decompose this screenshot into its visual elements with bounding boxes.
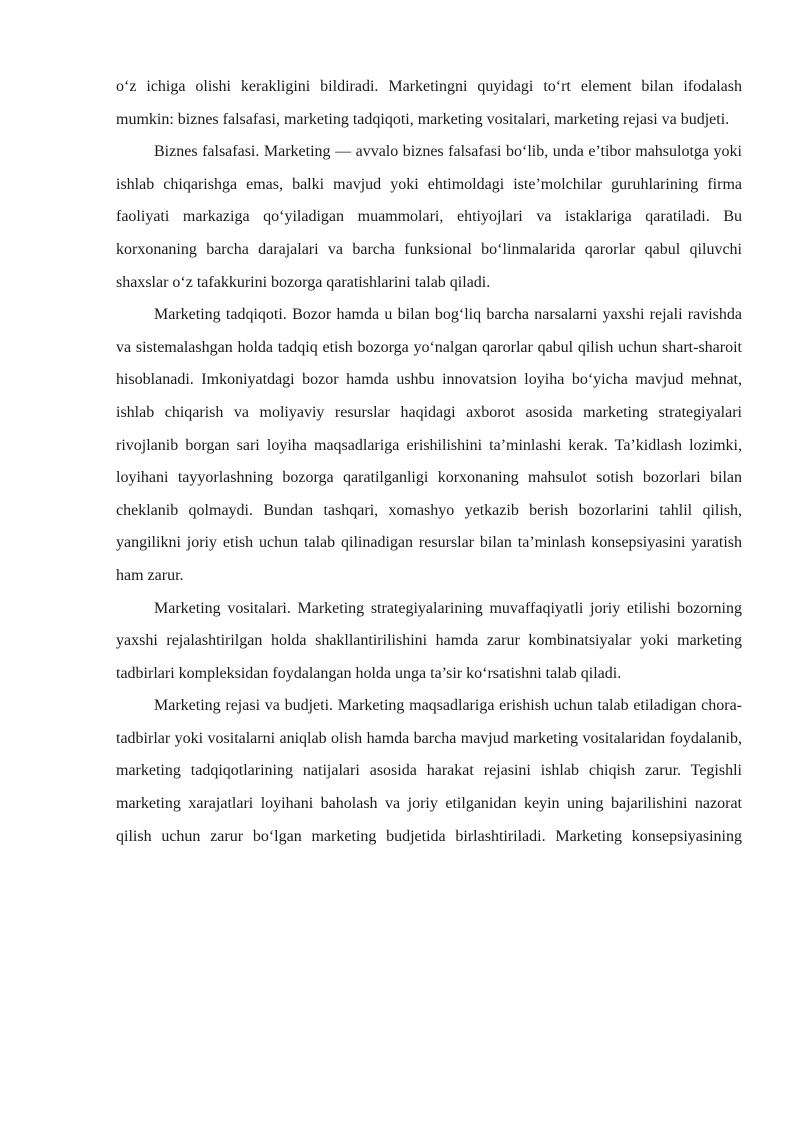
paragraph-marketing-rejasi: Marketing rejasi va budjeti. Marketing maqsadlariga erishish uchun talab etiladigan chora-tadbirlar yoki vositalarni aniqlab olish hamda barcha mavjud marketing vositalaridan foydalanib, marketing tadqiqotlarining natijalari asosida harakat rejasini ishlab chiqish zarur. Tegishli marketing xarajatlari loyihani baholash va joriy etilganidan keyin uning bajarilishini nazorat qilish uchun zarur bo‘lgan marketing budjetida birlashtiriladi. Marketing konsepsiyasining [116,697,742,845]
body-text [116,71,742,853]
paragraph-biznes-falsafasi: Biznes falsafasi. Marketing — avvalo biznes falsafasi bo‘lib, unda e’tibor mahsulotga yoki ishlab chiqarishga emas, balki mavjud yoki ehtimoldagi iste’molchilar guruhlarining firma faoliyati markaziga qo‘yiladigan muammolari, ehtiyojlari va istaklariga qaratiladi. Bu korxonaning barcha darajalari va barcha funksional bo‘linmalarida qarorlar qabul qiluvchi shaxslar o‘z tafakkurini bozorga qaratishlarini talab qiladi. [116,143,742,291]
paragraph-continuation: o‘z ichiga olishi kerakligini bildiradi. Marketingni quyidagi to‘rt element bilan ifodalash mumkin: biznes falsafasi, marketing tadqiqoti, marketing vositalari, marketing rejasi va budjeti. [116,78,742,128]
paragraph-marketing-vositalari: Marketing vositalari. Marketing strategiyalarining muvaffaqiyatli joriy etilishi bozorning yaxshi rejalashtirilgan holda shakllantirilishini hamda zarur kombinatsiyalar yoki marketing tadbirlari kompleksidan foydalangan holda unga ta’sir ko‘rsatishni talab qiladi. [116,599,742,682]
paragraph-marketing-tadqiqoti: Marketing tadqiqoti. Bozor hamda u bilan bog‘liq barcha narsalarni yaxshi rejali ravishda va sistemalashgan holda tadqiq etish bozorga yo‘nalgan qarorlar qabul qilish uchun shart-sharoit hisoblanadi. Imkoniyatdagi bozor hamda ushbu innovatsion loyiha bo‘yicha mavjud mehnat, ishlab chiqarish va moliyaviy resurslar haqidagi axborot asosida marketing strategiyalari rivojlanib borgan sari loyiha maqsadlariga erishilishini ta’minlashi kerak. Ta’kidlash lozimki, loyihani tayyorlashning bozorga qaratilganligi korxonaning mahsulot sotish bozorlari bilan cheklanib qolmaydi. Bundan tashqari, xomashyo yetkazib berish bozorlarini tahlil qilish, yangilikni joriy etish uchun talab qilinadigan resurslar bilan ta’minlash konsepsiyasini yaratish ham zarur. [116,306,742,584]
